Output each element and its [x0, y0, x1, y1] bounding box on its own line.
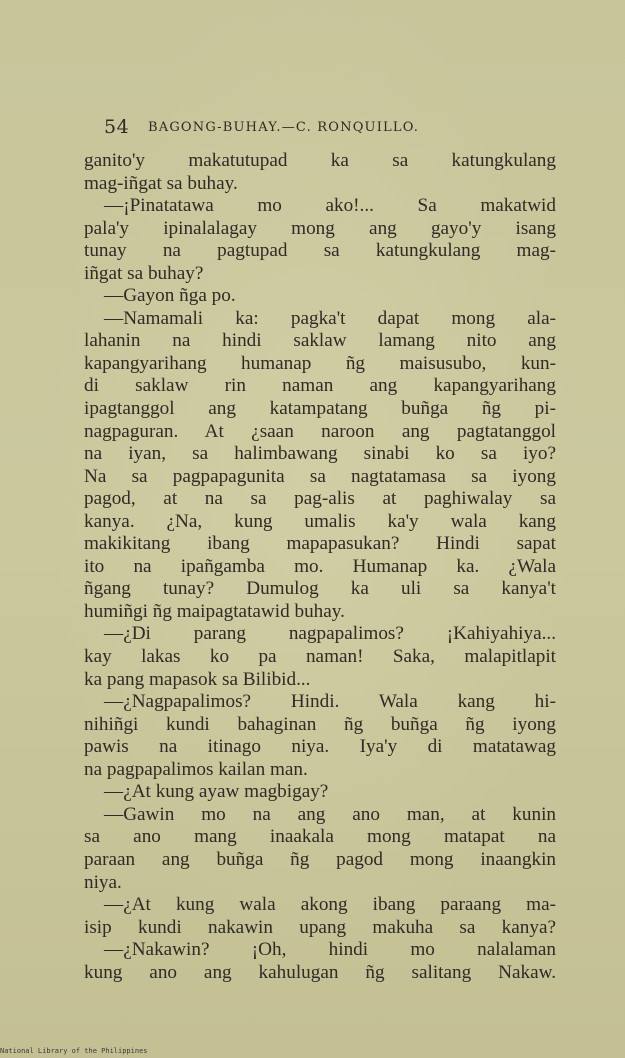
text-line: iñgat sa buhay?	[84, 262, 204, 284]
text-line: sa ano mang inaakala mong matapat na	[84, 826, 556, 848]
text-line: ito na ipañgamba mo. Humanap ka. ¿Wala	[84, 555, 556, 577]
text-line: —¿Nakawin? ¡Oh, hindi mo nalalaman	[104, 939, 556, 961]
body-text	[84, 150, 556, 984]
running-head: BAGONG-BUHAY.—C. RONQUILLO.	[148, 120, 420, 135]
text-line: lahanin na hindi saklaw lamang nito ang	[84, 330, 556, 352]
text-line: niya.	[84, 871, 122, 893]
text-line: ka pang mapasok sa Bilibid...	[84, 668, 311, 690]
text-line: kung ano ang kahulugan ñg salitang Nakaw.	[84, 961, 556, 983]
text-line: —Gawin mo na ang ano man, at kunin	[104, 803, 556, 825]
text-line: kanya. ¿Na, kung umalis ka'y wala kang	[84, 510, 556, 532]
text-line: di saklaw rin naman ang kapangyarihang	[84, 375, 556, 397]
text-line: —¿At kung wala akong ibang paraang ma-	[104, 894, 556, 916]
text-line: —Namamali ka: pagka't dapat mong ala-	[104, 307, 556, 329]
text-line: makikitang ibang mapapasukan? Hindi sapat	[84, 533, 556, 555]
text-line: humiñgi ñg maipagtatawid buhay.	[84, 600, 345, 622]
text-line: pagod, at na sa pag-alis at paghiwalay sa	[84, 488, 556, 510]
text-line: paraan ang buñga ñg pagod mong inaangkin	[84, 848, 556, 870]
text-line: Na sa pagpapagunita sa nagtatamasa sa iyong	[84, 465, 556, 487]
text-line: ganito'y makatutupad ka sa katungkulang	[84, 150, 556, 171]
text-line: isip kundi nakawin upang makuha sa kanya?	[84, 916, 556, 938]
text-line: pawis na itinago niya. Iya'y di matatawag	[84, 736, 556, 758]
text-line: —Gayon ñga po.	[104, 285, 236, 307]
text-line: mag-iñgat sa buhay.	[84, 172, 238, 194]
text-line: —¿Di parang nagpapalimos? ¡Kahiyahiya...	[104, 623, 556, 645]
text-line: kay lakas ko pa naman! Saka, malapitlapit	[84, 646, 556, 668]
text-line: nagpaguran. At ¿saan naroon ang pagtatanggol	[84, 420, 556, 442]
text-line: kapangyarihang humanap ñg maisusubo, kun-	[84, 352, 556, 374]
text-line: ipagtanggol ang katampatang buñga ñg pi-	[84, 398, 556, 420]
page-number: 54	[104, 116, 130, 138]
text-line: tunay na pagtupad sa katungkulang mag-	[84, 240, 556, 262]
text-line: nihiñgi kundi bahaginan ñg buñga ñg iyong	[84, 713, 556, 735]
library-credit: National Library of the Philippines	[0, 1047, 148, 1055]
text-line: pala'y ipinalalagay mong ang gayo'y isang	[84, 217, 556, 239]
text-line: ñgang tunay? Dumulog ka uli sa kanya't	[84, 578, 556, 600]
page-header	[104, 116, 504, 140]
text-line: —¿Nagpapalimos? Hindi. Wala kang hi-	[104, 691, 556, 713]
text-line: —¿At kung ayaw magbigay?	[104, 781, 329, 803]
text-line: na pagpapalimos kailan man.	[84, 758, 308, 780]
text-line: —¡Pinatatawa mo ako!... Sa makatwid	[104, 195, 556, 217]
text-line: na iyan, sa halimbawang sinabi ko sa iyo?	[84, 443, 556, 465]
